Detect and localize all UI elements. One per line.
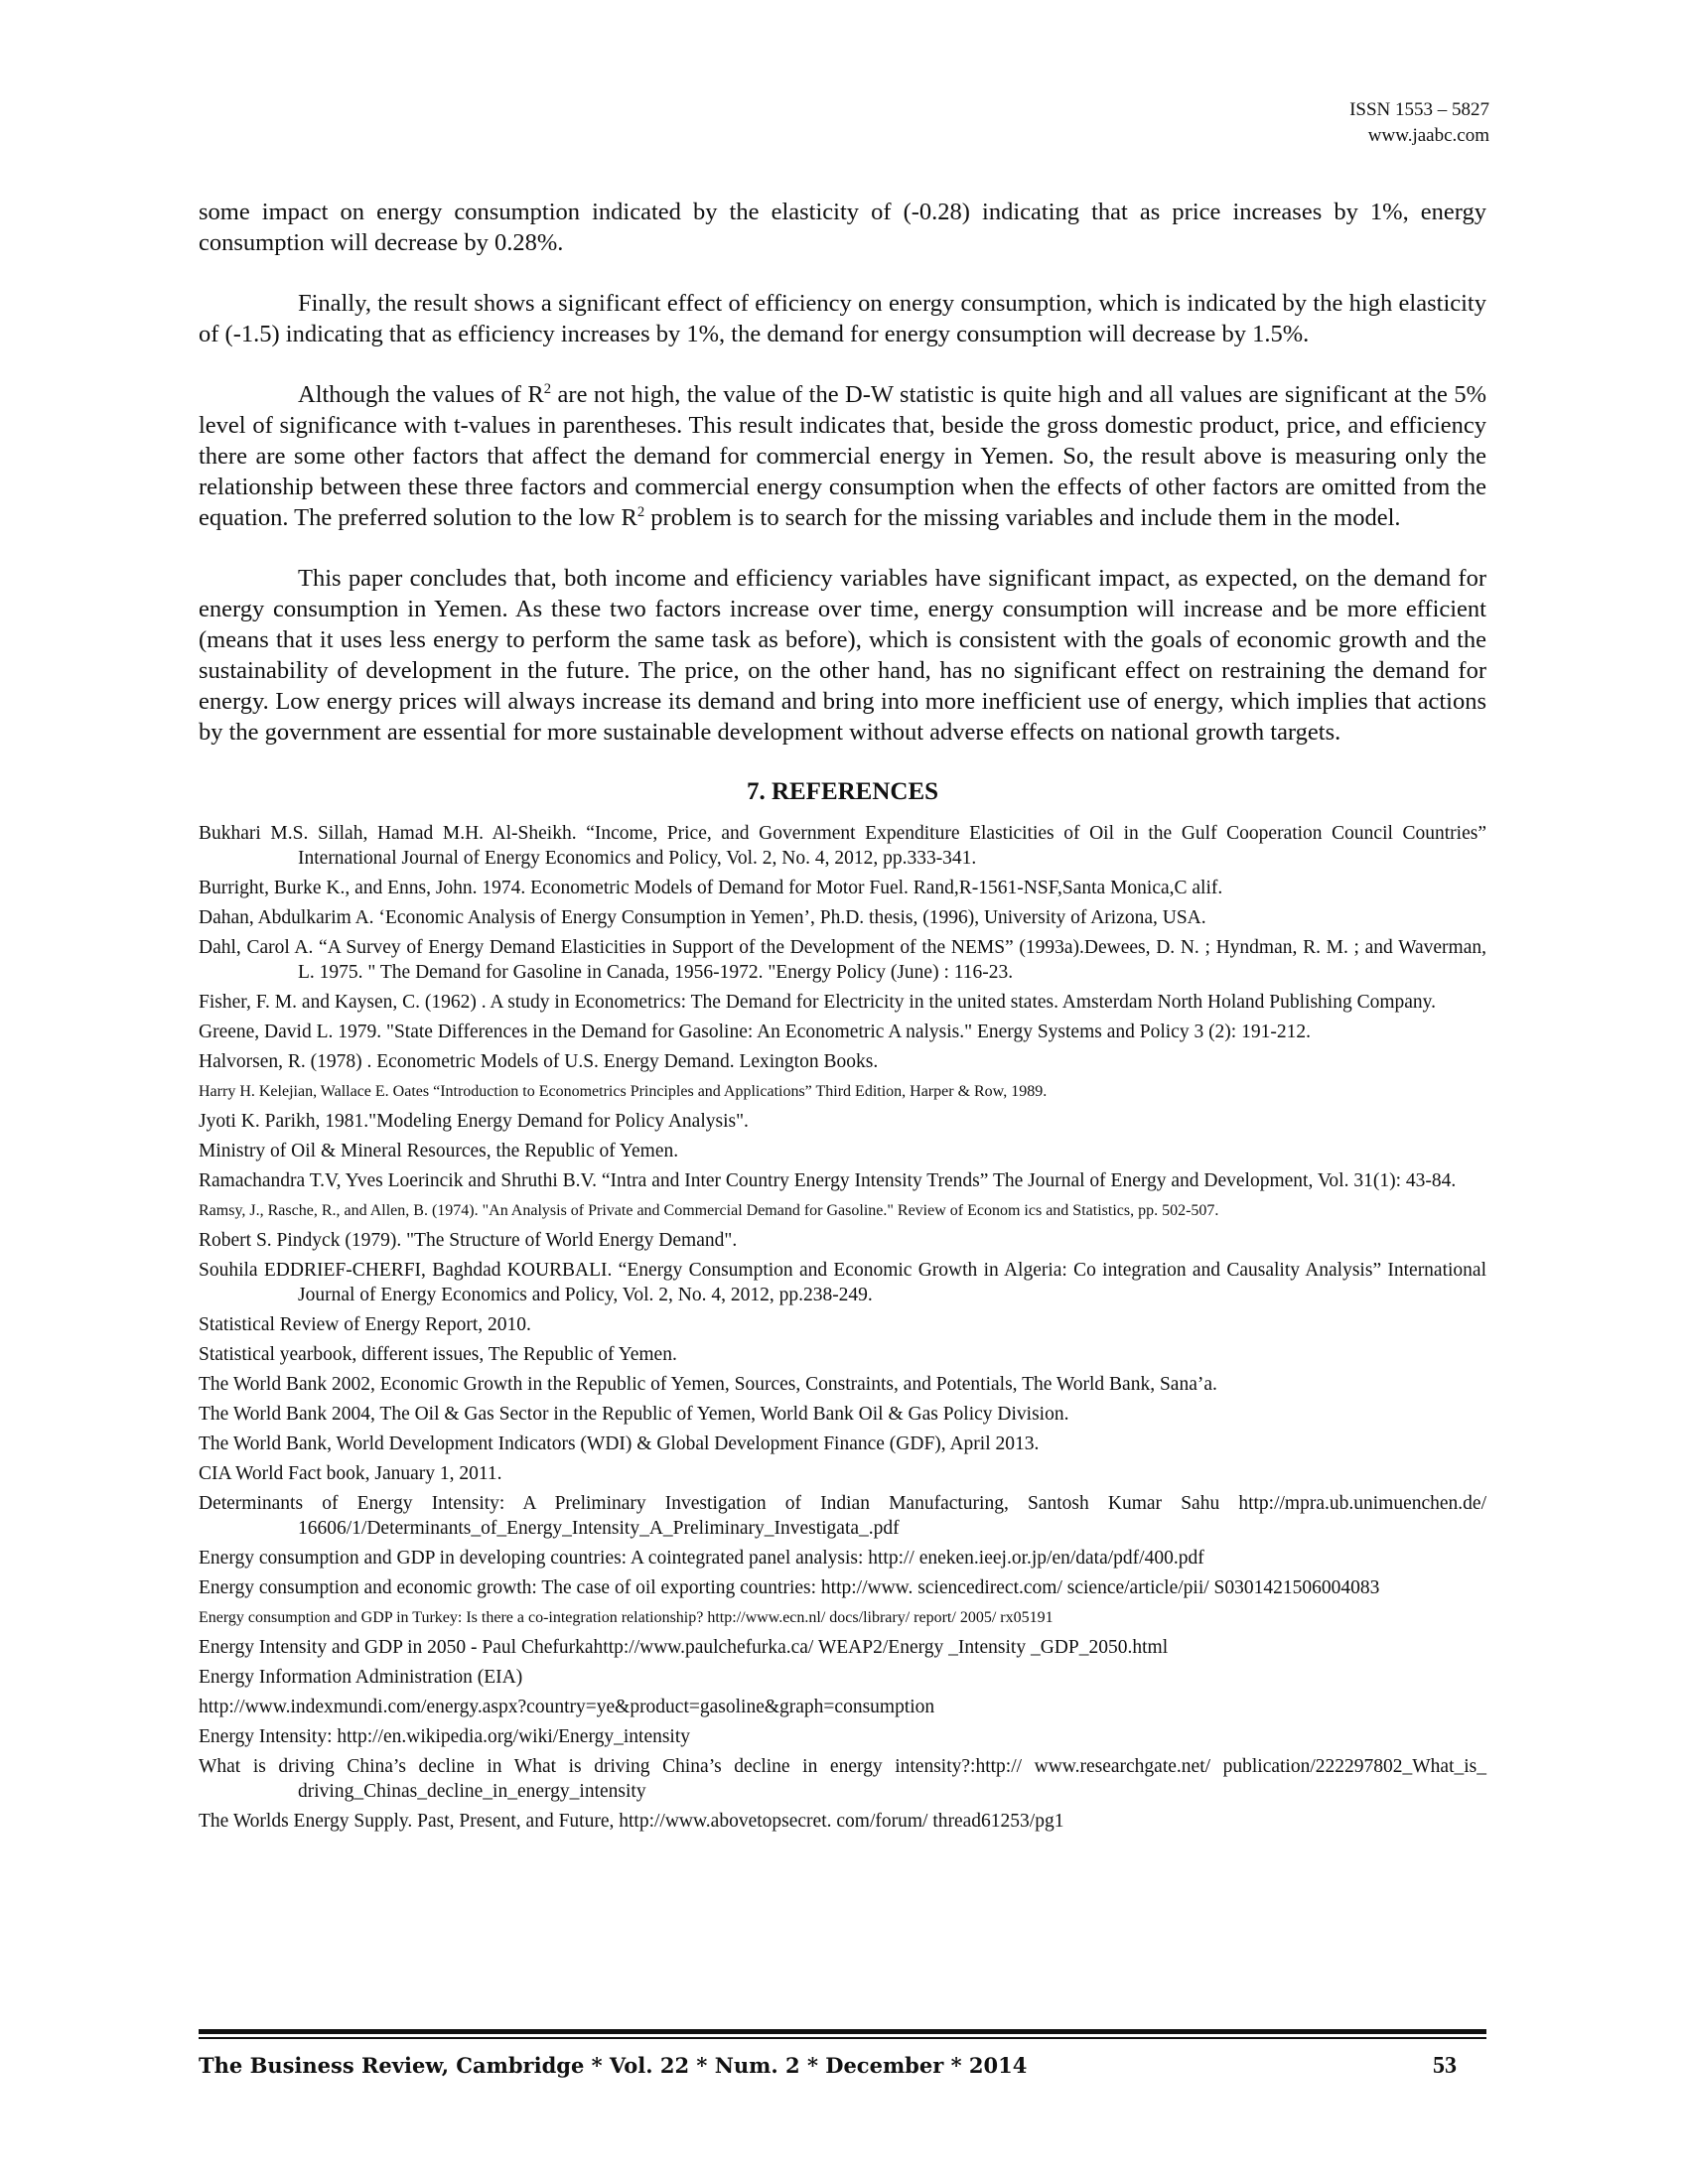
reference-item: Dahan, Abdulkarim A. ‘Economic Analysis of Energy Consumption in Yemen’, Ph.D. thesis, (1996), University of Arizona, USA.	[199, 907, 1206, 928]
page-header	[1349, 97, 1489, 149]
reference-item: Robert S. Pindyck (1979). "The Structure of World Energy Demand".	[199, 1230, 738, 1251]
reference-item: Energy Information Administration (EIA)	[199, 1667, 523, 1688]
paragraph-4	[199, 563, 1486, 748]
paragraph-text: some impact on energy consumption indicated by the elasticity of (-0.28) indicating that as price increases by 1%, energy consumption will decrease by 0.28%.	[199, 199, 1486, 256]
footer-journal: The Business Review, Cambridge * Vol. 22 * Num. 2 * December * 2014	[199, 2053, 1028, 2078]
paragraph-text: This paper concludes that, both income and efficiency variables have significant impact, as expected, on the demand for energy consumption in Yemen. As these two factors increase over time, energy consumption will increase and be more efficient (means that it uses less energy to perform the same task as before), which is consistent with the goals of economic growth and the sustainability of development in the future. The price, on the other hand, has no significant effect on restraining the demand for energy. Low energy prices will always increase its demand and bring into more inefficient use of energy, which implies that actions by the government are essential for more sustainable development without adverse effects on national growth targets.	[199, 565, 1486, 746]
paragraph-text: Finally, the result shows a significant effect of efficiency on energy consumption, which is indicated by the high elasticity of (-1.5) indicating that as efficiency increases by 1%, the demand for energy consumption will decrease by 1.5%.	[199, 290, 1486, 347]
paragraph-text: Although the values of R	[298, 381, 544, 408]
body-text	[199, 197, 1486, 1839]
paragraph-text: problem is to search for the missing variables and include them in the model.	[644, 504, 1401, 531]
references-heading: 7. REFERENCES	[746, 778, 939, 805]
reference-item: What is driving China’s decline in What is driving China’s decline in energy intensity?:http:// www.researchgate.net/ publication/222297802_What_is_ driving_Chinas_decline_in_energy_intensity	[199, 1756, 1486, 1802]
reference-item: Greene, David L. 1979. "State Differences in the Demand for Gasoline: An Econometric A nalysis." Energy Systems and Policy 3 (2): 191-212.	[199, 1022, 1311, 1042]
reference-item: Dahl, Carol A. “A Survey of Energy Demand Elasticities in Support of the Development of the NEMS” (1993a).Dewees, D. N. ; Hyndman, R. M. ; and Waverman, L. 1975. " The Demand for Gasoline in Canada, 1956-1972. "Energy Policy (June) : 116-23.	[199, 937, 1486, 983]
reference-item: Ramachandra T.V, Yves Loerincik and Shruthi B.V. “Intra and Inter Country Energy Intensity Trends” The Journal of Energy and Development, Vol. 31(1): 43-84.	[199, 1170, 1457, 1191]
reference-item: Determinants of Energy Intensity: A Preliminary Investigation of Indian Manufacturing, Santosh Kumar Sahu http://mpra.ub.unimuenchen.de/ 16606/1/Determinants_of_Energy_Intensity_A_Preliminary_Investigata_.pdf	[199, 1493, 1486, 1539]
references-list	[199, 821, 1486, 1834]
paragraph-text: are not high, the value of the D-W statistic is quite high and all values are significant at the 5% level of significance with t-values in parentheses. This result indicates that, beside the gross domestic product, price, and efficiency there are some other factors that affect the demand for commercial energy in Yemen. So, the result above is measuring only the relationship between these three factors and commercial energy consumption when the effects of other factors are omitted from the equation. The preferred solution to the low R	[199, 381, 1487, 531]
reference-item: CIA World Fact book, January 1, 2011.	[199, 1463, 502, 1484]
reference-item: Jyoti K. Parikh, 1981."Modeling Energy Demand for Policy Analysis".	[199, 1111, 749, 1132]
reference-item: Energy Intensity and GDP in 2050 - Paul Chefurkahttp://www.paulchefurka.ca/ WEAP2/Energy _Intensity _GDP_2050.html	[199, 1637, 1169, 1658]
reference-item: Statistical yearbook, different issues, The Republic of Yemen.	[199, 1344, 677, 1365]
superscript: 2	[636, 503, 645, 520]
reference-item: The World Bank 2002, Economic Growth in the Republic of Yemen, Sources, Constraints, and Potentials, The World Bank, Sana’a.	[199, 1374, 1217, 1395]
reference-item: Harry H. Kelejian, Wallace E. Oates “Introduction to Econometrics Principles and Applications” Third Edition, Harper & Row, 1989.	[199, 1083, 1048, 1100]
reference-item: Energy consumption and GDP in Turkey: Is there a co-integration relationship? http://www.ecn.nl/ docs/library/ report/ 2005/ rx05191	[199, 1609, 1054, 1626]
reference-item: Souhila EDDRIEF-CHERFI, Baghdad KOURBALI. “Energy Consumption and Economic Growth in Algeria: Co integration and Causality Analysis” International Journal of Energy Economics and Policy, Vol. 2, No. 4, 2012, pp.238-249.	[199, 1260, 1486, 1305]
reference-item: The Worlds Energy Supply. Past, Present, and Future, http://www.abovetopsecret. com/forum/ thread61253/pg1	[199, 1811, 1064, 1832]
page-footer	[199, 2053, 1457, 2078]
footer-rule	[199, 2029, 1486, 2039]
reference-item: Halvorsen, R. (1978) . Econometric Models of U.S. Energy Demand. Lexington Books.	[199, 1051, 879, 1072]
paragraph-1	[199, 197, 1486, 258]
reference-item: Energy consumption and economic growth: The case of oil exporting countries: http://www. sciencedirect.com/ science/article/pii/ S0301421506004083	[199, 1577, 1380, 1598]
issn-label: ISSN 1553 – 5827	[1349, 99, 1489, 120]
reference-item: Fisher, F. M. and Kaysen, C. (1962) . A study in Econometrics: The Demand for Electricity in the united states. Amsterdam North Holand Publishing Company.	[199, 992, 1437, 1013]
reference-item: The World Bank 2004, The Oil & Gas Sector in the Republic of Yemen, World Bank Oil & Gas Policy Division.	[199, 1404, 1069, 1425]
reference-item: Energy consumption and GDP in developing countries: A cointegrated panel analysis: http:// eneken.ieej.or.jp/en/data/pdf/400.pdf	[199, 1548, 1204, 1569]
paragraph-3	[199, 379, 1486, 533]
journal-url: www.jaabc.com	[1367, 125, 1489, 146]
reference-item: Bukhari M.S. Sillah, Hamad M.H. Al-Sheikh. “Income, Price, and Government Expenditure Elasticities of Oil in the Gulf Cooperation Council Countries” International Journal of Energy Economics and Policy, Vol. 2, No. 4, 2012, pp.333-341.	[199, 823, 1486, 869]
reference-item: Energy Intensity: http://en.wikipedia.org/wiki/Energy_intensity	[199, 1726, 691, 1747]
reference-item: Burright, Burke K., and Enns, John. 1974. Econometric Models of Demand for Motor Fuel. Rand,R-1561-NSF,Santa Monica,C alif.	[199, 878, 1223, 898]
paragraph-2	[199, 288, 1486, 349]
reference-item: Statistical Review of Energy Report, 2010.	[199, 1314, 531, 1335]
reference-item: http://www.indexmundi.com/energy.aspx?country=ye&product=gasoline&graph=consumption	[199, 1697, 935, 1717]
reference-item: Ramsy, J., Rasche, R., and Allen, B. (1974). "An Analysis of Private and Commercial Demand for Gasoline." Review of Econom ics and Statistics, pp. 502-507.	[199, 1202, 1219, 1219]
reference-item: The World Bank, World Development Indicators (WDI) & Global Development Finance (GDF), April 2013.	[199, 1433, 1040, 1454]
page-number: 53	[1433, 2053, 1457, 2079]
superscript: 2	[543, 380, 552, 397]
reference-item: Ministry of Oil & Mineral Resources, the Republic of Yemen.	[199, 1141, 679, 1161]
